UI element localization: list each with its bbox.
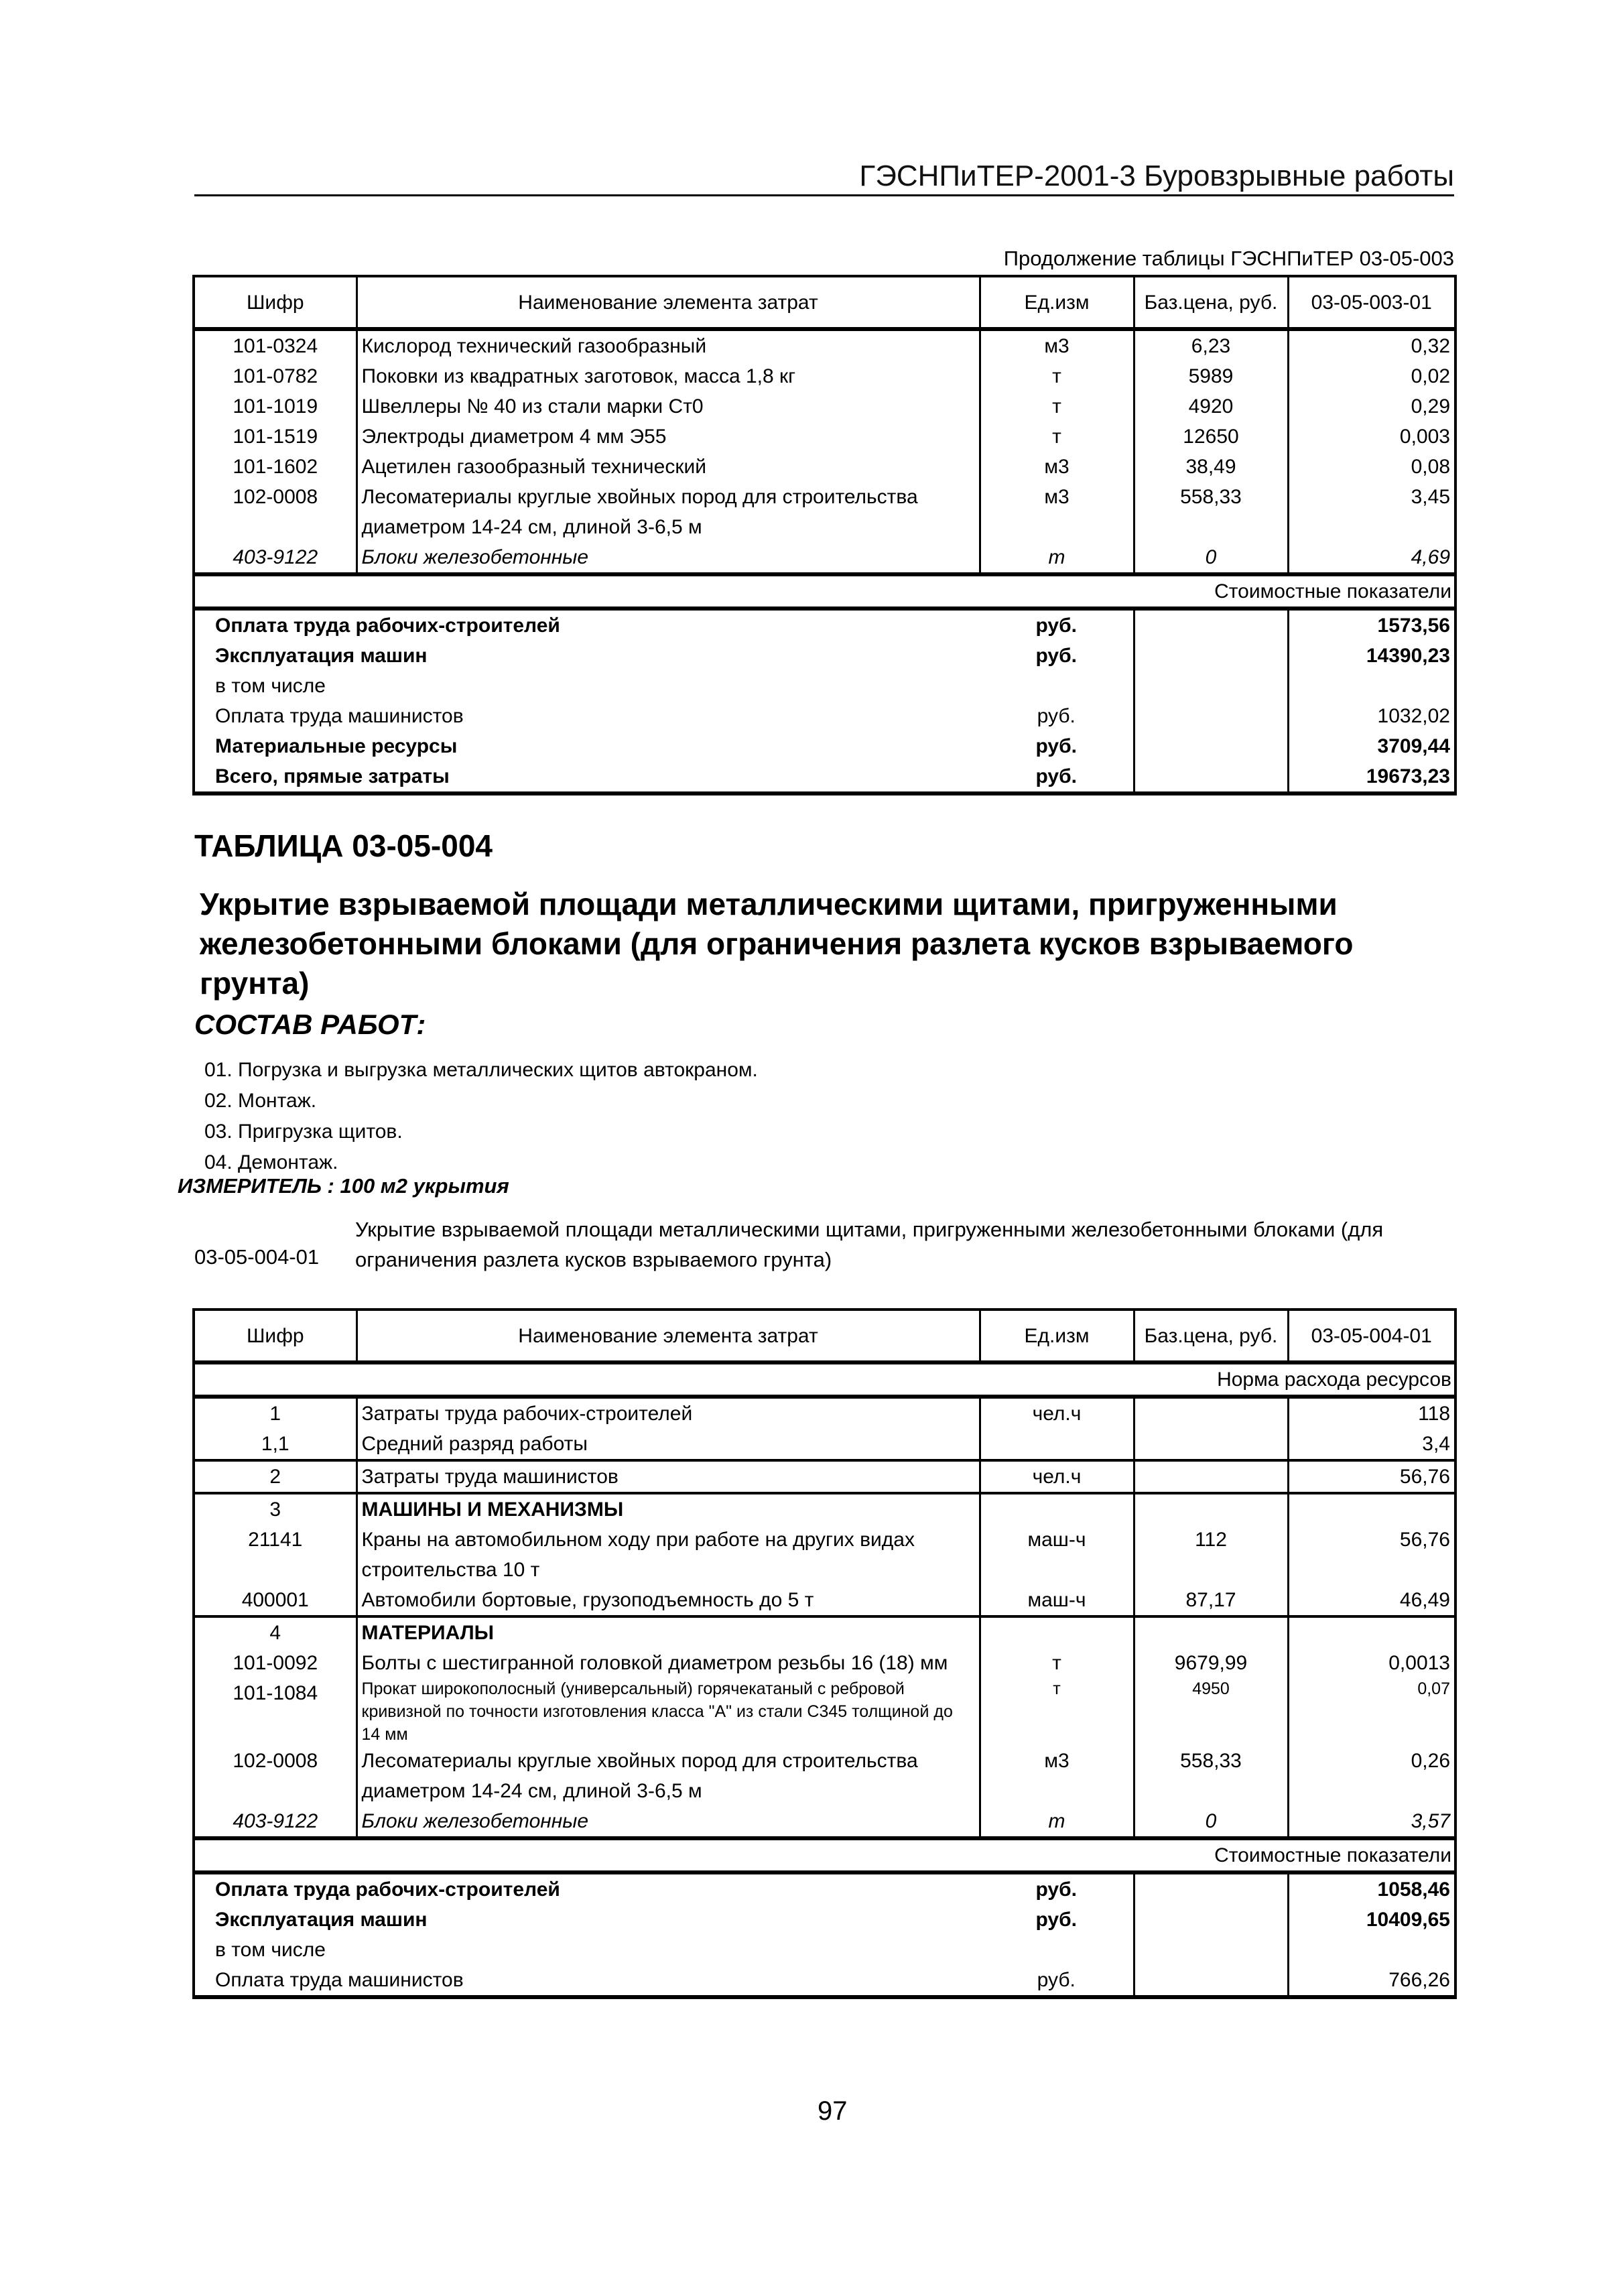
summary-row	[194, 761, 1455, 793]
cell-code: 1,1	[194, 1429, 356, 1460]
summary-row	[194, 1935, 1455, 1965]
cell-name: МАТЕРИАЛЫ	[356, 1616, 980, 1648]
cell-code: 102-0008	[194, 1746, 356, 1806]
summary-label: Оплата труда машинистов	[194, 701, 980, 731]
table2-header-row	[194, 1310, 1455, 1362]
cell-value: 3,57	[1288, 1806, 1455, 1838]
cell-price: 9679,99	[1134, 1648, 1288, 1678]
summary-unit: руб.	[980, 761, 1134, 793]
summary-price	[1134, 609, 1288, 641]
cell-price: 0	[1134, 542, 1288, 574]
cell-code: 101-0324	[194, 329, 356, 361]
summary-unit: руб.	[980, 731, 1134, 761]
summary-price	[1134, 701, 1288, 731]
table-row	[194, 1525, 1455, 1585]
cell-unit	[980, 1616, 1134, 1648]
cell-name: Блоки железобетонные	[356, 1806, 980, 1838]
summary-row	[194, 671, 1455, 701]
table-row	[194, 1585, 1455, 1616]
cell-code: 102-0008	[194, 482, 356, 542]
cell-code: 403-9122	[194, 542, 356, 574]
cell-unit: чел.ч	[980, 1397, 1134, 1429]
summary-unit: руб.	[980, 701, 1134, 731]
summary-value: 10409,65	[1288, 1905, 1455, 1935]
header-code: Шифр	[194, 276, 356, 329]
cell-name: Лесоматериалы круглые хвойных пород для строительства диаметром 14-24 см, длиной 3-6,5 м	[356, 482, 980, 542]
cell-unit: м3	[980, 482, 1134, 542]
cell-price	[1134, 1493, 1288, 1525]
table-row	[194, 452, 1455, 482]
table2-norm-band	[194, 1362, 1455, 1397]
summary-label: Эксплуатация машин	[194, 641, 980, 671]
header-price: Баз.цена, руб.	[1134, 1310, 1288, 1362]
table-row	[194, 1429, 1455, 1460]
summary-label: Оплата труда рабочих-строителей	[194, 1872, 980, 1905]
cell-code: 3	[194, 1493, 356, 1525]
work-item: 03. Пригрузка щитов.	[204, 1121, 403, 1143]
cell-price: 4920	[1134, 391, 1288, 422]
cell-name: Краны на автомобильном ходу при работе на других видах строительства 10 т	[356, 1525, 980, 1585]
summary-price	[1134, 1965, 1288, 1997]
summary-label: Эксплуатация машин	[194, 1905, 980, 1935]
summary-row	[194, 701, 1455, 731]
summary-label: Всего, прямые затраты	[194, 761, 980, 793]
norm-description: Укрытие взрываемой площади металлическими щитами, пригруженными железобетонными блоками (для ограничения разлета кусков взрываемого грунта)	[355, 1218, 1384, 1271]
summary-value: 1058,46	[1288, 1872, 1455, 1905]
summary-row	[194, 1965, 1455, 1997]
cell-name: Электроды диаметром 4 мм Э55	[356, 422, 980, 452]
work-item: 02. Монтаж.	[204, 1090, 317, 1112]
section-description: Укрытие взрываемой площади металлическими щитами, пригруженными железобетонными блоками (для ограничения разлета кусков взрываемого грунта)	[200, 887, 1354, 1001]
table-row	[194, 482, 1455, 542]
cell-unit	[980, 1493, 1134, 1525]
cell-unit: т	[980, 542, 1134, 574]
summary-label: в том числе	[194, 671, 980, 701]
summary-unit: руб.	[980, 609, 1134, 641]
cell-name: Прокат широкополосный (универсальный) горячекатаный с ребровой кривизной по точности изготовления класса "А" из стали С345 толщиной до 14 мм	[356, 1678, 980, 1746]
cell-unit: м3	[980, 329, 1134, 361]
table1-caption: Продолжение таблицы ГЭСНПиТЕР 03-05-003	[1003, 247, 1454, 270]
cell-value: 0,02	[1288, 361, 1455, 391]
summary-value	[1288, 671, 1455, 701]
cell-name: Ацетилен газообразный технический	[356, 452, 980, 482]
summary-unit: руб.	[980, 1872, 1134, 1905]
cell-code: 2	[194, 1460, 356, 1493]
cell-unit: т	[980, 361, 1134, 391]
table-row	[194, 1397, 1455, 1429]
cell-name: Блоки железобетонные	[356, 542, 980, 574]
cell-unit: т	[980, 422, 1134, 452]
table-row	[194, 329, 1455, 361]
summary-row	[194, 731, 1455, 761]
summary-value: 766,26	[1288, 1965, 1455, 1997]
header-code: Шифр	[194, 1310, 356, 1362]
header-name: Наименование элемента затрат	[356, 276, 980, 329]
table2	[192, 1308, 1457, 1999]
cell-value	[1288, 1616, 1455, 1648]
cell-price: 4950	[1134, 1678, 1288, 1746]
table1-cost-band	[194, 574, 1455, 609]
norm-band-label: Норма расхода ресурсов	[194, 1362, 1455, 1397]
cell-unit: м3	[980, 452, 1134, 482]
table-row	[194, 1616, 1455, 1648]
cell-unit: м3	[980, 1746, 1134, 1806]
table-row	[194, 1648, 1455, 1678]
table1	[192, 275, 1457, 795]
cell-value: 0,0013	[1288, 1648, 1455, 1678]
cell-name: Затраты труда машинистов	[356, 1460, 980, 1493]
cell-name: Болты с шестигранной головкой диаметром резьбы 16 (18) мм	[356, 1648, 980, 1678]
cell-price: 5989	[1134, 361, 1288, 391]
cell-unit: маш-ч	[980, 1525, 1134, 1585]
summary-unit: руб.	[980, 641, 1134, 671]
cell-name: МАШИНЫ И МЕХАНИЗМЫ	[356, 1493, 980, 1525]
header-norm: 03-05-003-01	[1288, 276, 1455, 329]
cell-value: 0,32	[1288, 329, 1455, 361]
cell-unit: чел.ч	[980, 1460, 1134, 1493]
measurement-unit: ИЗМЕРИТЕЛЬ : 100 м2 укрытия	[178, 1174, 509, 1198]
cell-value: 0,07	[1288, 1678, 1455, 1746]
cell-value	[1288, 1493, 1455, 1525]
cell-price: 0	[1134, 1806, 1288, 1838]
work-composition-heading: СОСТАВ РАБОТ:	[194, 1009, 426, 1040]
cell-code: 101-1084	[194, 1678, 356, 1746]
cost-band-label: Стоимостные показатели	[194, 1838, 1455, 1872]
summary-label: Оплата труда машинистов	[194, 1965, 980, 1997]
cell-value: 0,003	[1288, 422, 1455, 452]
cost-band-label: Стоимостные показатели	[194, 574, 1455, 609]
cell-unit: т	[980, 391, 1134, 422]
cell-unit: маш-ч	[980, 1585, 1134, 1616]
summary-value: 1573,56	[1288, 609, 1455, 641]
cell-name: Автомобили бортовые, грузоподъемность до 5 т	[356, 1585, 980, 1616]
table-row	[194, 391, 1455, 422]
header-norm: 03-05-004-01	[1288, 1310, 1455, 1362]
cell-code: 101-0782	[194, 361, 356, 391]
header-name: Наименование элемента затрат	[356, 1310, 980, 1362]
cell-price: 112	[1134, 1525, 1288, 1585]
cell-name: Затраты труда рабочих-строителей	[356, 1397, 980, 1429]
table-row	[194, 542, 1455, 574]
summary-value: 3709,44	[1288, 731, 1455, 761]
summary-price	[1134, 1905, 1288, 1935]
running-header: ГЭСНПиТЕР-2001-3 Буровзрывные работы	[859, 160, 1454, 192]
cell-code: 1	[194, 1397, 356, 1429]
summary-price	[1134, 1872, 1288, 1905]
summary-unit	[980, 1935, 1134, 1965]
page-number: 97	[818, 2096, 848, 2126]
cell-value: 56,76	[1288, 1460, 1455, 1493]
summary-price	[1134, 761, 1288, 793]
cell-price	[1134, 1429, 1288, 1460]
cell-code: 400001	[194, 1585, 356, 1616]
cell-price	[1134, 1616, 1288, 1648]
cell-name: Кислород технический газообразный	[356, 329, 980, 361]
cell-price: 558,33	[1134, 1746, 1288, 1806]
header-unit: Ед.изм	[980, 1310, 1134, 1362]
work-item: 01. Погрузка и выгрузка металлических щитов автокраном.	[204, 1059, 758, 1081]
table-row	[194, 1746, 1455, 1806]
cell-price: 12650	[1134, 422, 1288, 452]
header-price: Баз.цена, руб.	[1134, 276, 1288, 329]
summary-row	[194, 1872, 1455, 1905]
section-title: ТАБЛИЦА 03-05-004	[194, 828, 493, 863]
cell-value: 3,4	[1288, 1429, 1455, 1460]
table-row	[194, 361, 1455, 391]
header-divider	[194, 194, 1454, 196]
summary-price	[1134, 1935, 1288, 1965]
table2-cost-band	[194, 1838, 1455, 1872]
cell-price	[1134, 1397, 1288, 1429]
summary-label: Материальные ресурсы	[194, 731, 980, 761]
cell-value: 0,26	[1288, 1746, 1455, 1806]
header-unit: Ед.изм	[980, 276, 1134, 329]
summary-value: 14390,23	[1288, 641, 1455, 671]
norm-code: 03-05-004-01	[194, 1245, 320, 1269]
cell-name: Лесоматериалы круглые хвойных пород для строительства диаметром 14-24 см, длиной 3-6,5 м	[356, 1746, 980, 1806]
summary-value: 19673,23	[1288, 761, 1455, 793]
cell-code: 4	[194, 1616, 356, 1648]
cell-price: 6,23	[1134, 329, 1288, 361]
cell-price: 558,33	[1134, 482, 1288, 542]
cell-value: 118	[1288, 1397, 1455, 1429]
cell-price: 38,49	[1134, 452, 1288, 482]
summary-price	[1134, 641, 1288, 671]
table1-header-row	[194, 276, 1455, 329]
table-row	[194, 1460, 1455, 1493]
table-row	[194, 422, 1455, 452]
work-item: 04. Демонтаж.	[204, 1151, 338, 1173]
summary-unit: руб.	[980, 1905, 1134, 1935]
cell-unit: т	[980, 1648, 1134, 1678]
cell-name: Поковки из квадратных заготовок, масса 1,8 кг	[356, 361, 980, 391]
cell-code: 21141	[194, 1525, 356, 1585]
cell-code: 101-1519	[194, 422, 356, 452]
cell-name: Средний разряд работы	[356, 1429, 980, 1460]
summary-unit	[980, 671, 1134, 701]
table-row	[194, 1493, 1455, 1525]
summary-row	[194, 641, 1455, 671]
cell-value: 3,45	[1288, 482, 1455, 542]
summary-value: 1032,02	[1288, 701, 1455, 731]
cell-value: 56,76	[1288, 1525, 1455, 1585]
cell-value: 0,08	[1288, 452, 1455, 482]
cell-code: 101-0092	[194, 1648, 356, 1678]
table-row	[194, 1806, 1455, 1838]
summary-price	[1134, 731, 1288, 761]
cell-value: 46,49	[1288, 1585, 1455, 1616]
summary-label: Оплата труда рабочих-строителей	[194, 609, 980, 641]
cell-unit	[980, 1429, 1134, 1460]
table-row	[194, 1678, 1455, 1746]
cell-code: 101-1602	[194, 452, 356, 482]
summary-price	[1134, 671, 1288, 701]
cell-value: 4,69	[1288, 542, 1455, 574]
summary-row	[194, 1905, 1455, 1935]
cell-price	[1134, 1460, 1288, 1493]
summary-label: в том числе	[194, 1935, 980, 1965]
cell-code: 101-1019	[194, 391, 356, 422]
cell-unit: т	[980, 1678, 1134, 1746]
cell-price: 87,17	[1134, 1585, 1288, 1616]
summary-unit: руб.	[980, 1965, 1134, 1997]
cell-code: 403-9122	[194, 1806, 356, 1838]
summary-value	[1288, 1935, 1455, 1965]
cell-value: 0,29	[1288, 391, 1455, 422]
summary-row	[194, 609, 1455, 641]
cell-unit: т	[980, 1806, 1134, 1838]
cell-name: Швеллеры № 40 из стали марки Ст0	[356, 391, 980, 422]
